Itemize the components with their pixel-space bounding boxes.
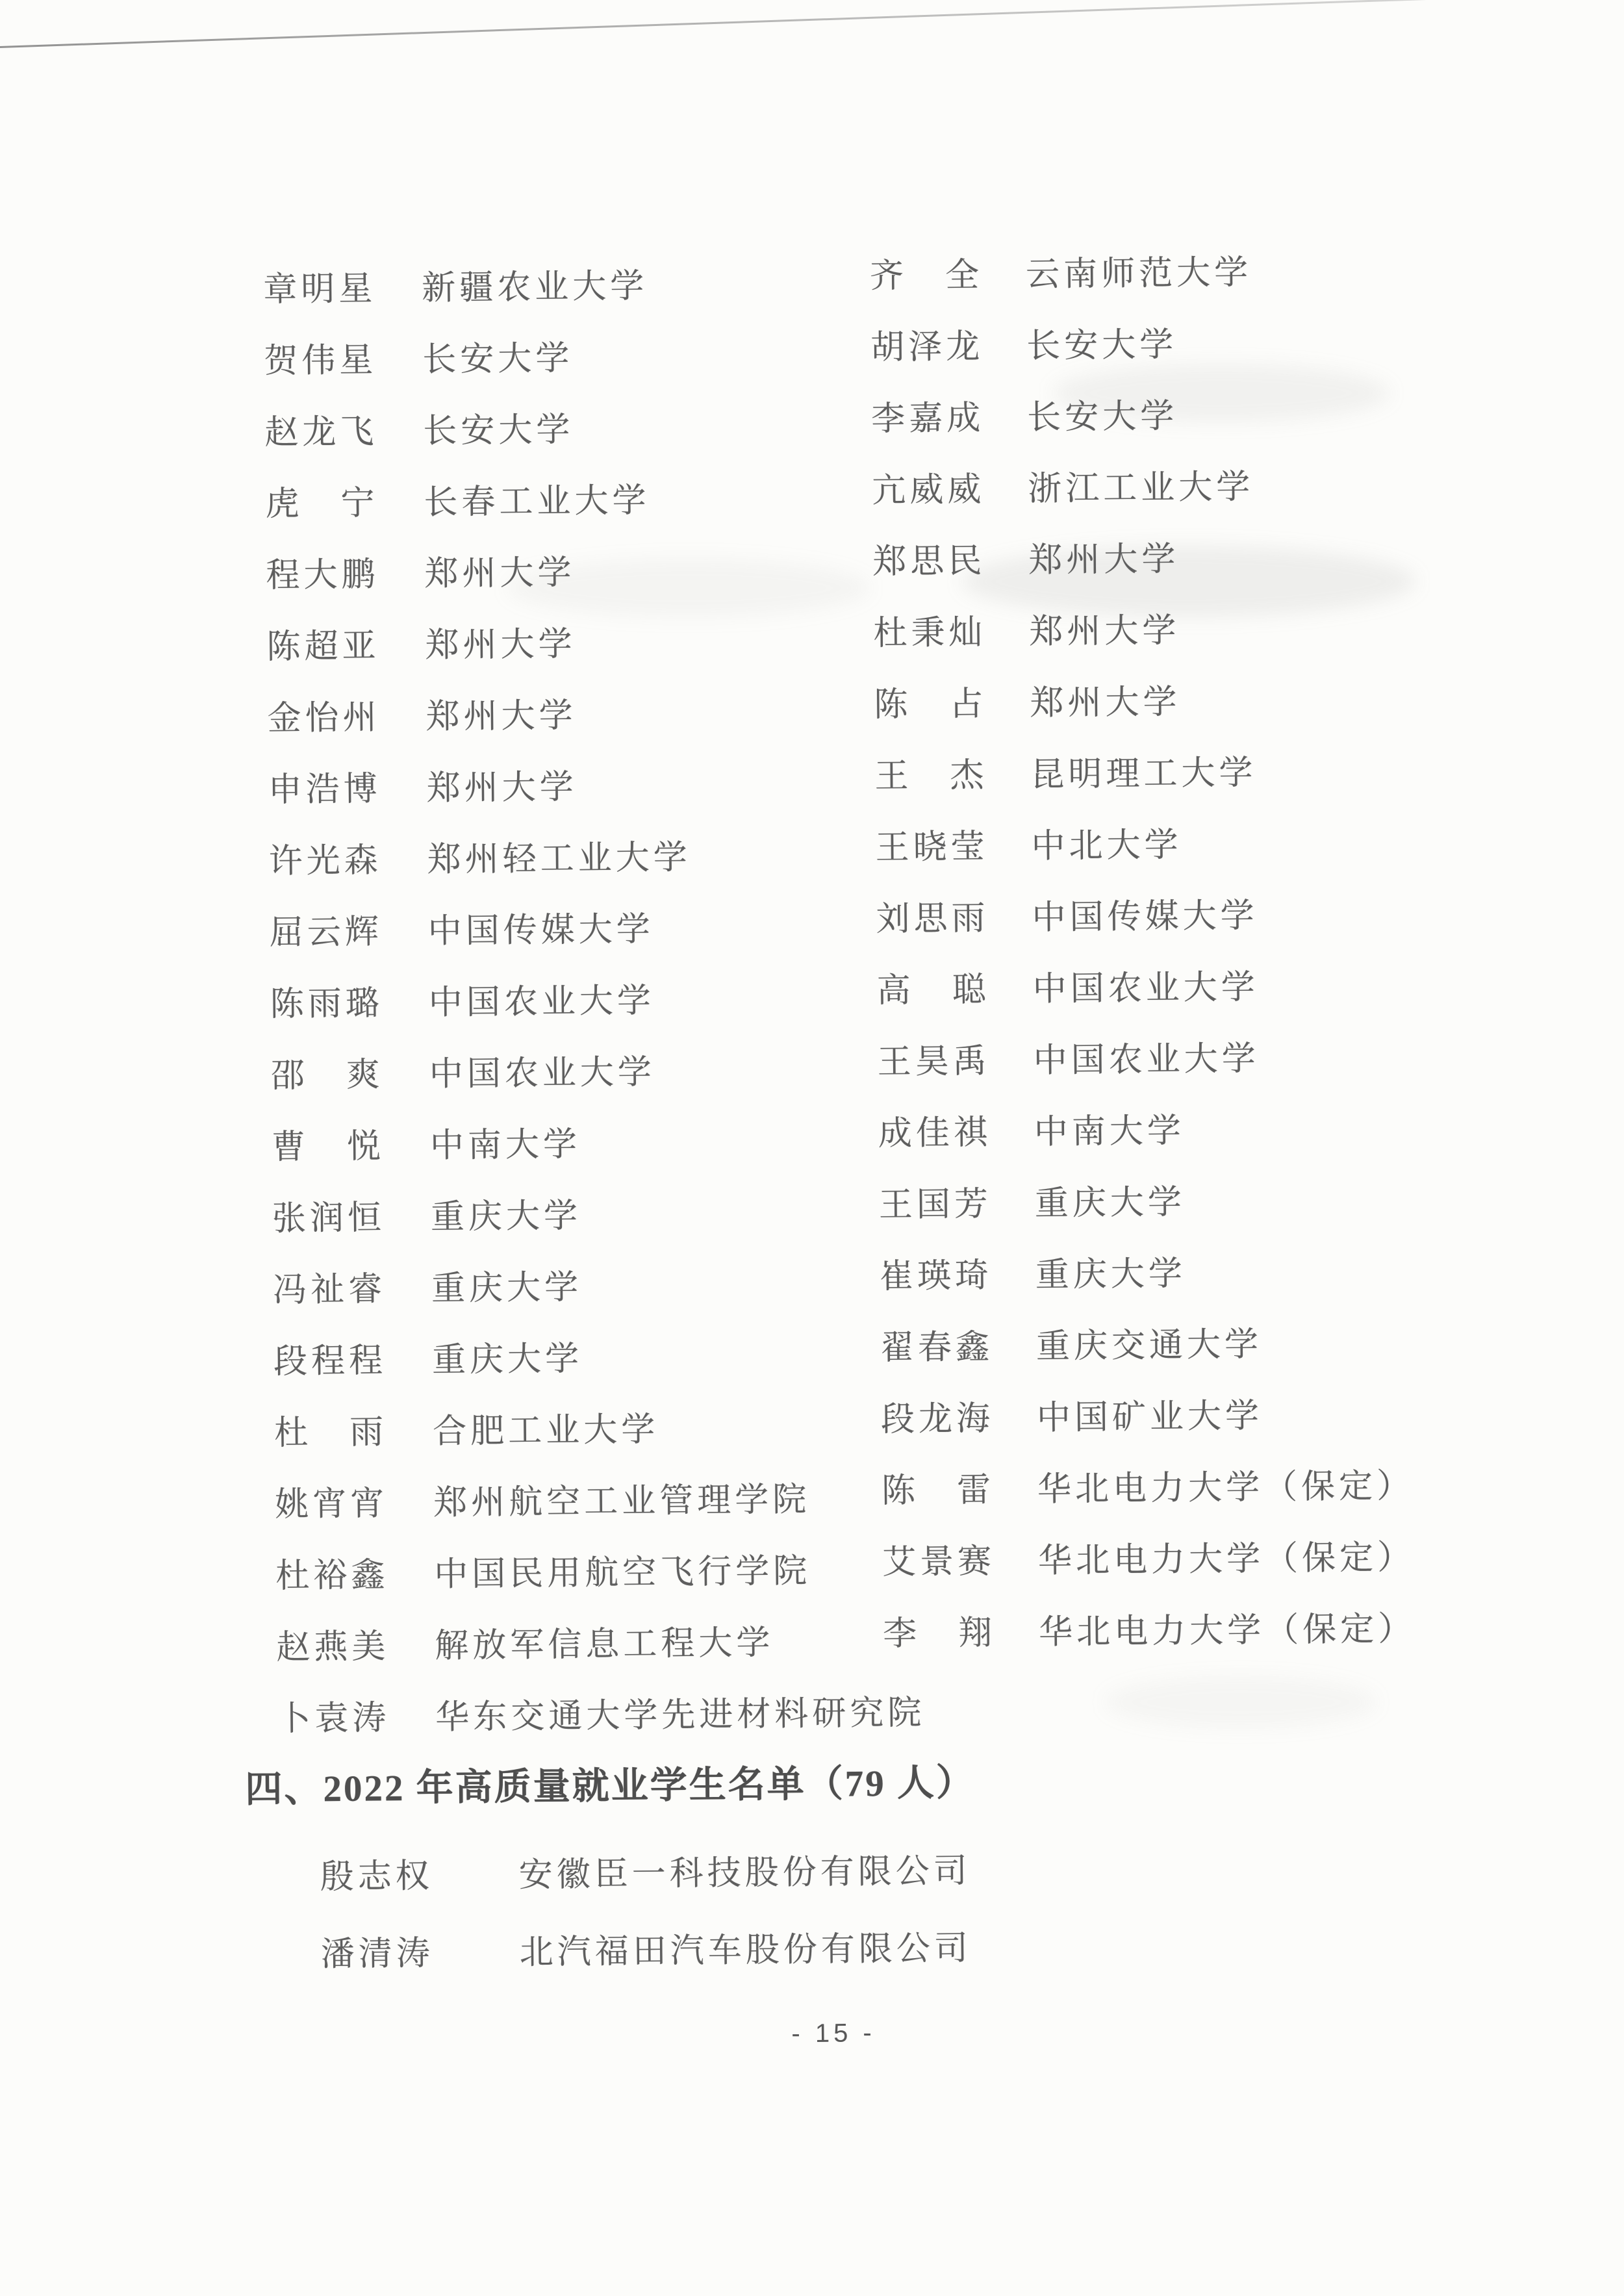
roster-row [273,1264,922,1342]
school-name: 中国农业大学 [428,982,655,1022]
school-name: 中国农业大学 [1032,969,1259,1008]
school-name: 解放军信息工程大学 [435,1624,774,1665]
school-name: 中南大学 [1034,1112,1186,1151]
roster-row [266,621,915,699]
student-name: 邵 爽 [270,1056,385,1095]
roster-row [875,823,1408,900]
student-name: 王国芳 [878,1186,993,1225]
roster-right-column [870,251,1416,1686]
school-name: 中国民用航空飞行学院 [434,1553,811,1594]
school-name: 中北大学 [1031,826,1182,865]
school-name: 郑州航空工业管理学院 [433,1481,811,1522]
roster-row [874,752,1408,828]
roster-row [876,966,1410,1043]
roster-row [264,335,913,413]
student-name: 杜 雨 [273,1414,388,1452]
roster-row [267,693,916,771]
school-name: 郑州大学 [1030,683,1181,722]
student-name: 陈雨璐 [270,985,384,1023]
roster-row [872,537,1406,614]
school-name: 中南大学 [429,1126,581,1165]
school-name: 中国传媒大学 [1032,897,1258,937]
school-name: 长安大学 [422,340,574,379]
roster-row [271,1050,920,1128]
student-name: 胡泽龙 [870,328,984,367]
roster-row [264,407,913,485]
roster-row [268,764,917,842]
roster-row [874,680,1407,757]
student-name: 李嘉成 [870,400,985,439]
roster-row [877,1038,1410,1114]
roster-row [872,466,1405,542]
school-name: 昆明理工大学 [1030,754,1257,794]
student-name: 贺伟星 [264,342,377,381]
student-name: 赵龙飞 [264,413,378,452]
roster-row [880,1252,1413,1329]
school-name: 重庆交通大学 [1035,1326,1263,1366]
roster-row [275,1479,924,1557]
roster-row [870,323,1404,400]
section-heading: 四、2022 年高质量就业学生名单（79 人） [245,1762,976,1811]
roster-row [876,895,1409,971]
student-name: 齐 全 [869,257,983,296]
roster-row [879,1180,1412,1257]
school-name: 郑州轻工业大学 [427,839,691,879]
school-name: 长春工业大学 [424,482,650,522]
student-name: 王 杰 [874,757,988,796]
student-name: 申浩博 [268,771,381,810]
employer-name: 安徽臣一科技股份有限公司 [518,1852,971,1894]
roster-row [883,1609,1416,1686]
school-name: 中国农业大学 [1033,1040,1260,1080]
roster-row [321,1929,972,2013]
roster-row [274,1407,923,1485]
roster-row [277,1693,926,1771]
employment-list [320,1852,972,2013]
school-name: 长安大学 [1026,326,1178,365]
student-name: 杜裕鑫 [275,1557,389,1595]
student-name: 曹 悦 [271,1128,385,1166]
school-name: 重庆大学 [431,1340,583,1379]
school-name: 郑州大学 [425,626,576,665]
student-name: 卜袁涛 [277,1700,390,1738]
student-name: 陈超亚 [266,628,380,667]
student-name: 崔瑛琦 [879,1257,993,1296]
school-name: 中国农业大学 [429,1054,656,1093]
roster-row [878,1109,1412,1186]
student-name: 潘清涛 [320,1935,435,1974]
school-name: 华北电力大学（保定） [1037,1539,1415,1580]
page-number: - 15 - [791,2019,876,2048]
roster-row [880,1323,1414,1400]
school-name: 华北电力大学（保定） [1037,1468,1415,1509]
roster-row [268,835,917,913]
student-name: 赵燕美 [276,1628,390,1666]
student-name: 程大鹏 [266,556,379,595]
school-name: 郑州大学 [426,769,577,808]
student-name: 亢威威 [872,471,985,510]
roster-row [320,1852,971,1935]
school-name: 中国矿业大学 [1036,1397,1263,1437]
school-name: 重庆大学 [431,1269,583,1308]
school-name: 华东交通大学先进材料研究院 [435,1694,926,1737]
student-name: 刘思雨 [876,900,989,939]
roster-row [273,1336,922,1414]
student-name: 艾景赛 [882,1543,996,1581]
student-name: 陈 雷 [881,1472,995,1510]
school-name: 华北电力大学（保定） [1038,1611,1416,1652]
student-name: 金怡州 [267,699,381,738]
school-name: 重庆大学 [1035,1255,1187,1294]
roster-row [882,1538,1415,1614]
roster-row [275,1550,924,1628]
school-name: 重庆大学 [430,1197,582,1236]
roster-row [276,1622,925,1700]
roster-row [265,478,914,556]
student-name: 许光森 [268,842,383,881]
school-name: 长安大学 [1026,398,1178,437]
student-name: 姚宵宵 [274,1485,388,1524]
student-name: 冯祉睿 [272,1271,387,1309]
student-name: 李 翔 [882,1614,996,1653]
roster-row [269,907,918,985]
school-name: 重庆大学 [1034,1184,1186,1223]
roster-row [873,609,1406,685]
student-name: 翟春鑫 [880,1329,994,1368]
school-name: 郑州大学 [1028,541,1180,580]
roster-row [882,1466,1415,1543]
roster-row [263,264,912,342]
school-name: 云南师范大学 [1025,254,1252,294]
school-name: 郑州大学 [424,554,576,593]
student-name: 王昊禹 [877,1043,991,1082]
student-name: 王晓莹 [875,828,989,867]
student-name: 高 聪 [876,971,990,1010]
roster-row [871,394,1404,471]
school-name: 中国传媒大学 [427,911,655,950]
roster-row [870,251,1403,328]
school-name: 郑州大学 [1029,612,1180,651]
student-name: 段龙海 [880,1400,995,1439]
student-name: 陈 占 [874,685,987,724]
school-name: 新疆农业大学 [422,268,648,307]
student-name: 殷志权 [320,1857,434,1896]
roster-left-column [263,264,926,1770]
student-name: 郑思民 [872,542,986,581]
school-name: 合肥工业大学 [432,1411,659,1451]
school-name: 浙江工业大学 [1028,468,1254,508]
employer-name: 北汽福田汽车股份有限公司 [519,1930,972,1972]
student-name: 张润恒 [272,1199,386,1238]
roster-row [272,1193,921,1271]
roster-row [881,1395,1414,1472]
student-name: 段程程 [273,1342,387,1381]
student-name: 章明星 [263,270,377,309]
roster-row [272,1121,920,1199]
student-name: 杜秉灿 [873,614,987,653]
school-name: 长安大学 [423,411,574,450]
student-name: 虎 宁 [265,485,379,524]
roster-row [270,978,919,1056]
student-name: 屈云辉 [269,913,383,952]
roster-row [266,550,915,628]
student-name: 成佳祺 [878,1114,992,1153]
school-name: 郑州大学 [425,697,577,736]
